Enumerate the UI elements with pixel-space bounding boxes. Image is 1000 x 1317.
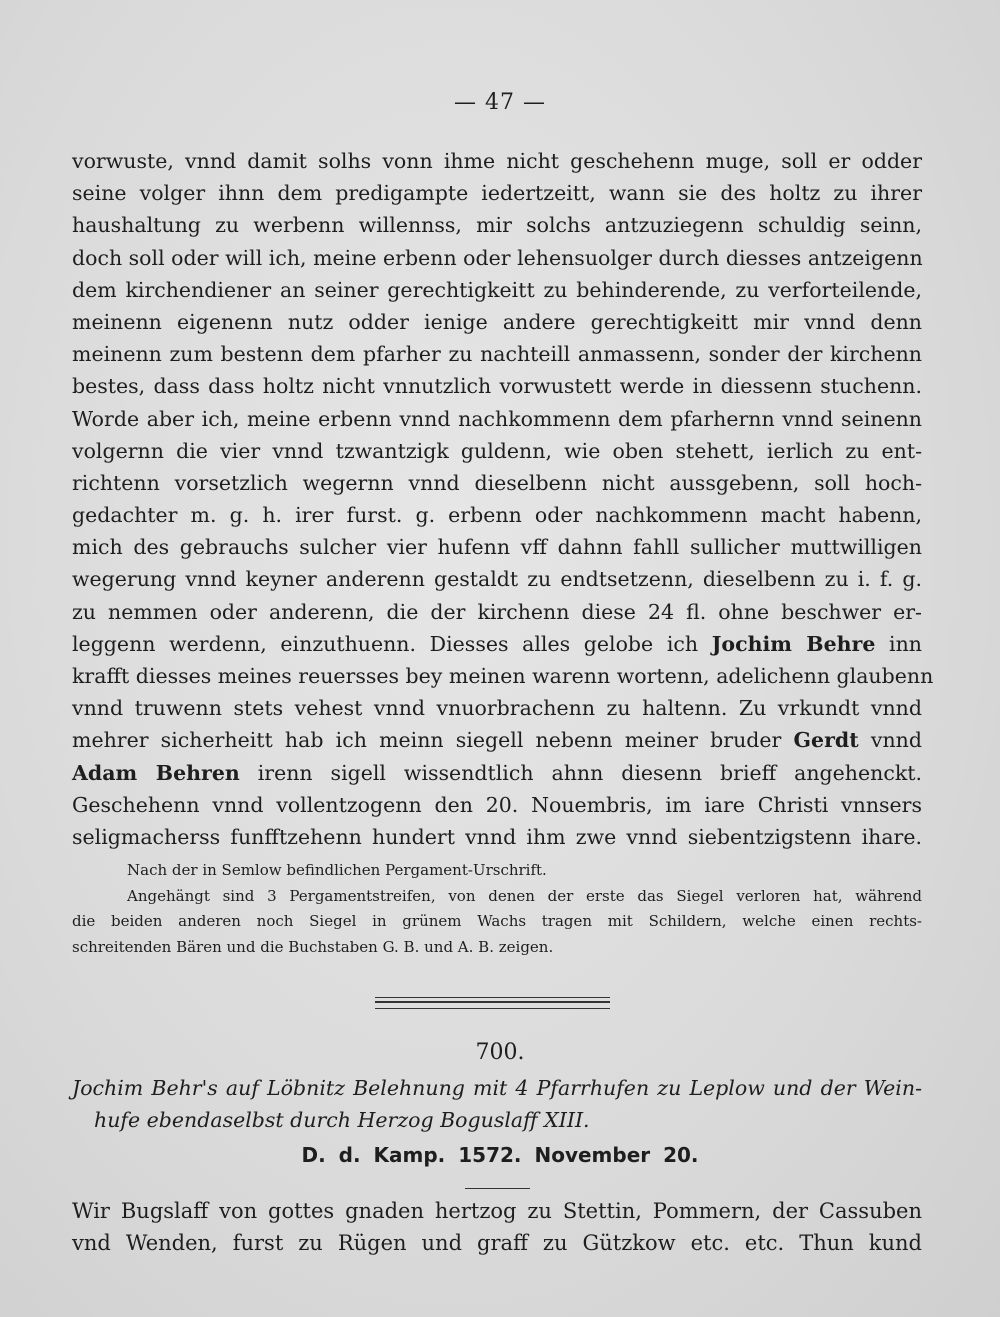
page-number: — 47 — bbox=[454, 90, 546, 115]
document-date: D. d. Kamp. 1572. November 20. bbox=[301, 1143, 699, 1167]
text-line bbox=[72, 563, 922, 595]
section-divider bbox=[375, 997, 610, 1009]
text-line bbox=[72, 145, 922, 177]
text-span: krafft diesses meines reuersses bey meinen warenn wortenn, adelichenn glaubenn bbox=[72, 664, 934, 688]
document-title bbox=[72, 1072, 922, 1136]
seal-note: Angehängt sind 3 Pergamentstreifen, von denen der erste das Siegel verloren hat, während bbox=[127, 886, 922, 905]
text-line bbox=[72, 499, 922, 531]
document-text bbox=[72, 1195, 922, 1259]
text-span: bestes, dass dass holtz nicht vnnutzlich vorwustett werde in diessenn stuchenn. bbox=[72, 374, 922, 399]
text-span: haushaltung zu werbenn willennss, mir solchs antzuziegenn schuldig seinn, bbox=[72, 213, 922, 238]
text-span: wegerung vnnd keyner anderenn gestaldt zu endtsetzenn, dieselbenn zu i. f. g. bbox=[72, 567, 922, 592]
text-span: seligmacherss funfftzehenn hundert vnnd ihm zwe vnnd siebentzigstenn ihare. bbox=[72, 824, 922, 849]
footnotes bbox=[72, 858, 922, 960]
text-line bbox=[72, 531, 922, 563]
text-line bbox=[72, 789, 922, 821]
source-note: Nach der in Semlow befindlichen Pergament-Urschrift. bbox=[127, 861, 547, 879]
text-line: Wir Bugslaff von gottes gnaden hertzog zu Stettin, Pommern, der Cassuben bbox=[72, 1199, 922, 1223]
title-line: Jochim Behr's auf Löbnitz Belehnung mit 4 Pfarrhufen zu Leplow und der Wein- bbox=[72, 1076, 922, 1100]
text-span: seine volger ihnn dem predigampte iedertzeitt, wann sie des holtz zu ihrer bbox=[72, 181, 922, 206]
text-line bbox=[72, 177, 922, 209]
text-line bbox=[72, 306, 922, 338]
text-span: gedachter m. g. h. irer furst. g. erbenn oder nachkommenn macht habenn, bbox=[72, 503, 922, 528]
text-line bbox=[72, 403, 922, 435]
text-span: mich des gebrauchs sulcher vier hufenn vff dahnn fahll sullicher muttwilligen bbox=[72, 535, 922, 560]
text-line bbox=[72, 274, 922, 306]
text-line bbox=[72, 724, 922, 756]
text-line bbox=[72, 338, 922, 370]
document-number: 700. bbox=[475, 1040, 525, 1065]
seal-note: schreitenden Bären und die Buchstaben G. B. und A. B. zeigen. bbox=[72, 937, 554, 956]
text-span: vnnd truwenn stets vehest vnnd vnuorbrachenn zu haltenn. Zu vrkundt vnnd bbox=[72, 696, 922, 721]
text-line bbox=[72, 692, 922, 724]
text-line bbox=[72, 628, 922, 660]
text-line bbox=[72, 757, 922, 789]
text-span: meinenn zum bestenn dem pfarher zu nachteill anmassenn, sonder der kirchenn bbox=[72, 342, 922, 367]
text-span: doch soll oder will ich, meine erbenn oder lehensuolger durch diesses antzeigenn bbox=[72, 245, 923, 270]
text-span: vorwuste, vnnd damit solhs vonn ihme nicht geschehenn muge, soll er odder bbox=[72, 149, 922, 173]
person-name: Adam Behren bbox=[72, 760, 240, 785]
text-line bbox=[72, 467, 922, 499]
person-name: Gerdt bbox=[793, 728, 859, 753]
text-span: vnnd bbox=[858, 728, 922, 753]
text-line bbox=[72, 370, 922, 402]
text-span: richtenn vorsetzlich wegernn vnnd dieselbenn nicht aussgebenn, soll hoch- bbox=[72, 470, 922, 495]
text-line: vnd Wenden, furst zu Rügen und graff zu Gützkow etc. etc. Thun kund bbox=[72, 1231, 922, 1256]
title-line: hufe ebendaselbst durch Herzog Boguslaff XIII. bbox=[94, 1108, 590, 1132]
body-text bbox=[72, 145, 934, 853]
text-span: inn bbox=[875, 631, 922, 656]
text-span: leggenn werdenn, einzuthuenn. Diesses alles gelobe ich bbox=[72, 631, 712, 656]
text-span: mehrer sicherheitt hab ich meinn siegell nebenn meiner bruder bbox=[72, 728, 794, 753]
text-span: dem kirchendiener an seiner gerechtigkeitt zu behinderende, zu verforteilende, bbox=[72, 277, 922, 302]
text-span: Geschehenn vnnd vollentzogenn den 20. Nouembris, im iare Christi vnnsers bbox=[72, 792, 922, 817]
person-name: Jochim Behre bbox=[711, 631, 876, 656]
text-span: meinenn eigenenn nutz odder ienige andere gerechtigkeitt mir vnnd denn bbox=[72, 309, 922, 334]
text-line bbox=[72, 821, 922, 853]
text-span: volgernn die vier vnnd tzwantzigk guldenn, wie oben stehett, ierlich zu ent- bbox=[72, 438, 922, 463]
text-line bbox=[72, 242, 922, 274]
text-span: irenn sigell wissendtlich ahnn diesenn brieff angehenckt. bbox=[239, 760, 923, 785]
short-divider bbox=[465, 1188, 530, 1189]
text-line bbox=[72, 435, 922, 467]
text-span: Worde aber ich, meine erbenn vnnd nachkommenn dem pfarhernn vnnd seinenn bbox=[72, 406, 922, 431]
text-span: zu nemmen oder anderenn, die der kirchenn diese 24 fl. ohne beschwer er- bbox=[72, 599, 922, 624]
text-line bbox=[72, 596, 922, 628]
text-line bbox=[72, 660, 934, 692]
seal-note: die beiden anderen noch Siegel in grünem Wachs tragen mit Schildern, welche einen rechts- bbox=[72, 912, 922, 930]
text-line bbox=[72, 209, 922, 241]
